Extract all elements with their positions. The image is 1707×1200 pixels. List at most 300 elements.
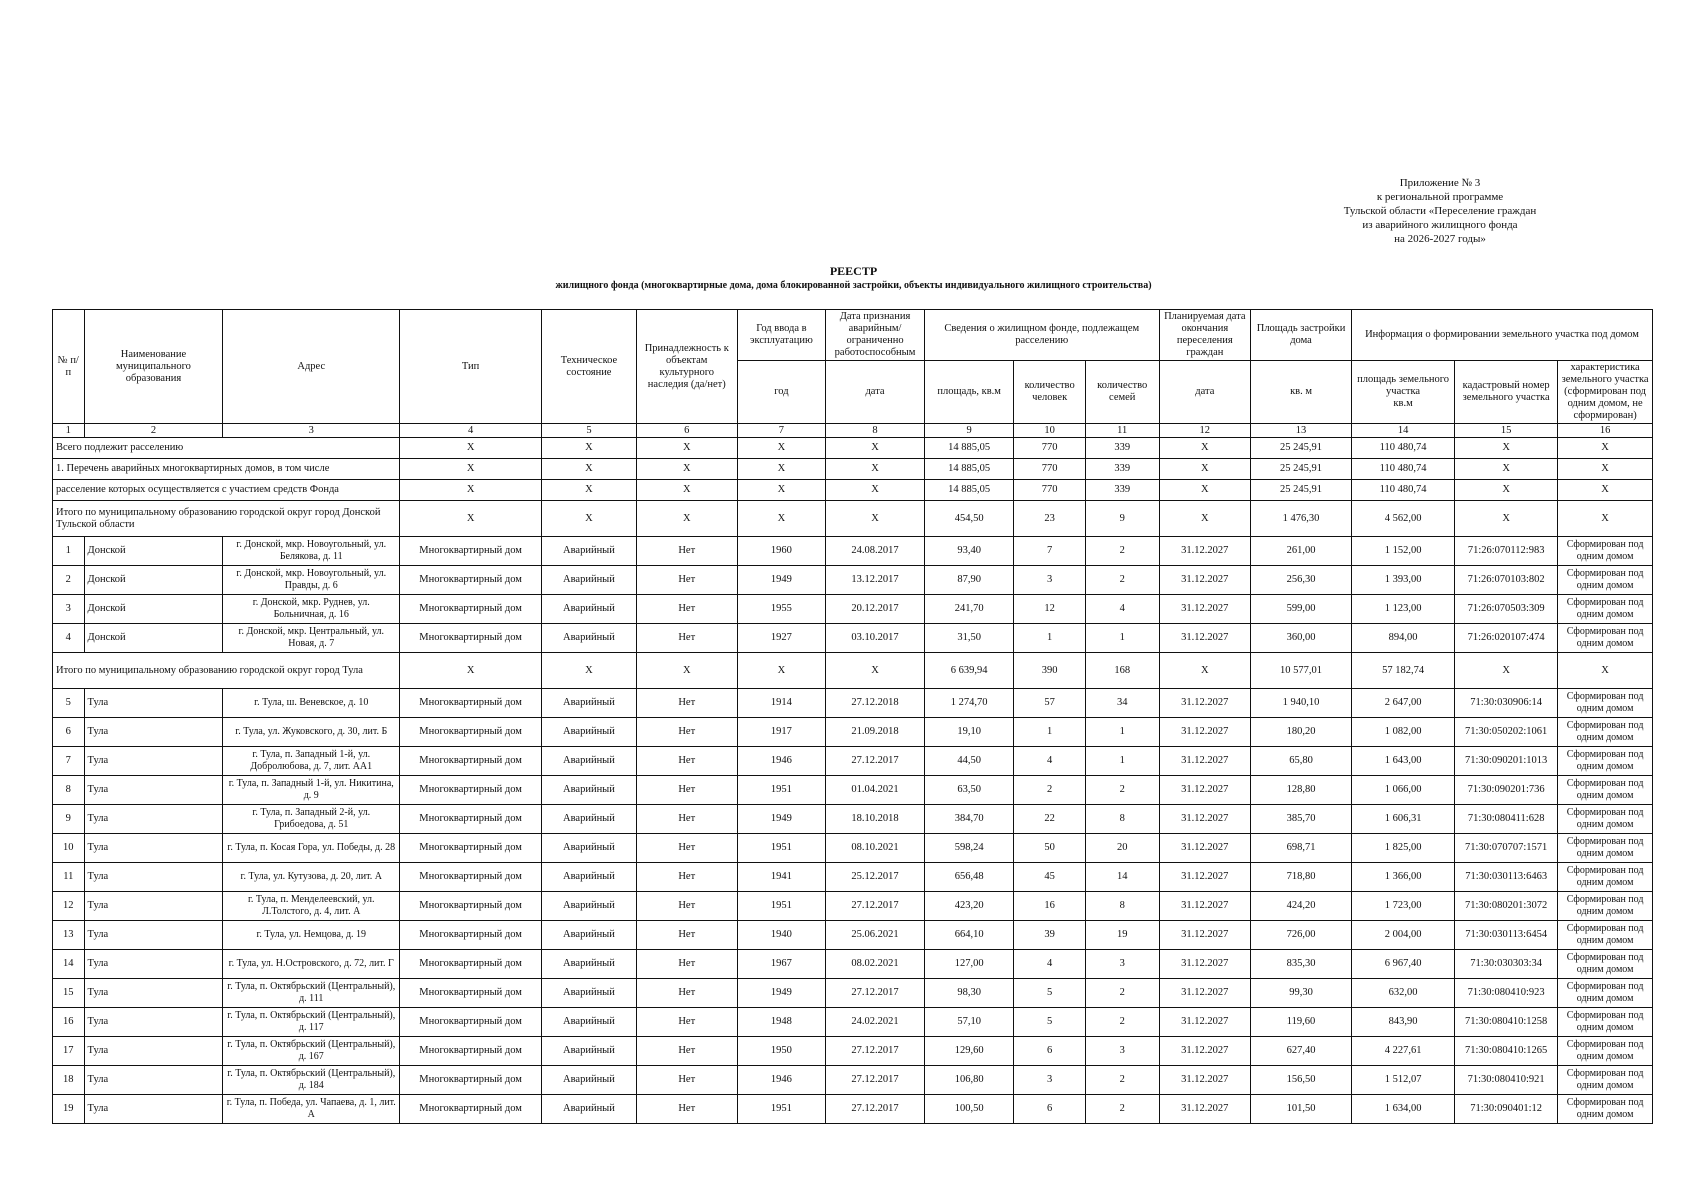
summary-cell: X <box>1159 501 1251 537</box>
header-date-unit: дата <box>826 361 925 424</box>
land-area-cell: 6 967,40 <box>1352 950 1455 979</box>
recognition-date-cell: 27.12.2017 <box>826 747 925 776</box>
condition-cell: Аварийный <box>542 834 637 863</box>
land-area-cell: 1 634,00 <box>1352 1095 1455 1124</box>
column-numbers-row <box>53 424 1653 438</box>
year-cell: 1967 <box>737 950 825 979</box>
recognition-date-cell: 27.12.2017 <box>826 1095 925 1124</box>
type-cell: Многоквартирный дом <box>400 1008 542 1037</box>
address-cell: г. Тула, п. Победа, ул. Чапаева, д. 1, лит. А <box>223 1095 400 1124</box>
land-char-cell: Сформирован под одним домом <box>1558 921 1653 950</box>
recognition-date-cell: 25.06.2021 <box>826 921 925 950</box>
heritage-cell: Нет <box>636 805 737 834</box>
summary-people: 390 <box>1014 653 1086 689</box>
type-cell: Многоквартирный дом <box>400 1066 542 1095</box>
row-number: 17 <box>53 1037 85 1066</box>
type-cell: Многоквартирный дом <box>400 747 542 776</box>
summary-families: 339 <box>1085 438 1159 459</box>
heritage-cell: Нет <box>636 595 737 624</box>
families-cell: 2 <box>1085 1008 1159 1037</box>
row-number: 3 <box>53 595 85 624</box>
summary-cell: X <box>1159 480 1251 501</box>
cadastral-cell: 71:30:090401:12 <box>1455 1095 1558 1124</box>
table-row <box>53 747 1653 776</box>
summary-label: Итого по муниципальному образованию городской округ город Донской Тульской области <box>53 501 400 537</box>
people-cell: 16 <box>1014 892 1086 921</box>
year-cell: 1951 <box>737 834 825 863</box>
table-row <box>53 805 1653 834</box>
municipality-cell: Тула <box>84 921 223 950</box>
cadastral-cell: 71:26:070503:309 <box>1455 595 1558 624</box>
address-cell: г. Тула, ул. Н.Островского, д. 72, лит. Г <box>223 950 400 979</box>
recognition-date-cell: 25.12.2017 <box>826 863 925 892</box>
people-cell: 2 <box>1014 776 1086 805</box>
planned-end-cell: 31.12.2027 <box>1159 776 1251 805</box>
families-cell: 8 <box>1085 805 1159 834</box>
area-cell: 106,80 <box>924 1066 1013 1095</box>
summary-cell: X <box>400 653 542 689</box>
heritage-cell: Нет <box>636 747 737 776</box>
row-number: 9 <box>53 805 85 834</box>
cadastral-cell: 71:30:080410:923 <box>1455 979 1558 1008</box>
summary-cell: X <box>542 653 637 689</box>
summary-people: 23 <box>1014 501 1086 537</box>
people-cell: 50 <box>1014 834 1086 863</box>
land-char-cell: Сформирован под одним домом <box>1558 805 1653 834</box>
building-area-cell: 599,00 <box>1251 595 1352 624</box>
heritage-cell: Нет <box>636 892 737 921</box>
heritage-cell: Нет <box>636 776 737 805</box>
address-cell: г. Донской, мкр. Центральный, ул. Новая, д. 7 <box>223 624 400 653</box>
recognition-date-cell: 03.10.2017 <box>826 624 925 653</box>
land-area-cell: 894,00 <box>1352 624 1455 653</box>
type-cell: Многоквартирный дом <box>400 624 542 653</box>
land-char-cell: Сформирован под одним домом <box>1558 747 1653 776</box>
heritage-cell: Нет <box>636 566 737 595</box>
land-area-cell: 1 723,00 <box>1352 892 1455 921</box>
address-cell: г. Тула, п. Менделеевский, ул. Л.Толстого, д. 4, лит. А <box>223 892 400 921</box>
summary-cell: X <box>737 501 825 537</box>
summary-cell: X <box>826 653 925 689</box>
cadastral-cell: 71:30:070707:1571 <box>1455 834 1558 863</box>
land-char-cell: Сформирован под одним домом <box>1558 1008 1653 1037</box>
header-year-commissioned: Год ввода в эксплуатацию <box>737 310 825 361</box>
type-cell: Многоквартирный дом <box>400 892 542 921</box>
summary-families: 339 <box>1085 480 1159 501</box>
summary-families: 339 <box>1085 459 1159 480</box>
summary-label: Итого по муниципальному образованию городской округ город Тула <box>53 653 400 689</box>
summary-cell: X <box>636 480 737 501</box>
header-municipality: Наименование муниципального образования <box>84 310 223 424</box>
building-area-cell: 128,80 <box>1251 776 1352 805</box>
year-cell: 1951 <box>737 1095 825 1124</box>
land-char-cell: Сформирован под одним домом <box>1558 1095 1653 1124</box>
year-cell: 1917 <box>737 718 825 747</box>
land-char-cell: Сформирован под одним домом <box>1558 624 1653 653</box>
summary-cell: X <box>1455 480 1558 501</box>
planned-end-cell: 31.12.2027 <box>1159 1008 1251 1037</box>
land-area-cell: 1 066,00 <box>1352 776 1455 805</box>
land-char-cell: Сформирован под одним домом <box>1558 834 1653 863</box>
address-cell: г. Тула, ул. Кутузова, д. 20, лит. А <box>223 863 400 892</box>
header-planned-unit: дата <box>1159 361 1251 424</box>
cadastral-cell: 71:30:080201:3072 <box>1455 892 1558 921</box>
land-char-cell: Сформирован под одним домом <box>1558 566 1653 595</box>
area-cell: 423,20 <box>924 892 1013 921</box>
recognition-date-cell: 01.04.2021 <box>826 776 925 805</box>
cadastral-cell: 71:30:080410:921 <box>1455 1066 1558 1095</box>
header-num: № п/п <box>53 310 85 424</box>
summary-area: 14 885,05 <box>924 480 1013 501</box>
subtotal-row <box>53 653 1653 689</box>
heritage-cell: Нет <box>636 979 737 1008</box>
row-number: 6 <box>53 718 85 747</box>
municipality-cell: Донской <box>84 624 223 653</box>
families-cell: 3 <box>1085 1037 1159 1066</box>
people-cell: 57 <box>1014 689 1086 718</box>
heritage-cell: Нет <box>636 624 737 653</box>
summary-cell: X <box>1455 501 1558 537</box>
table-row <box>53 950 1653 979</box>
column-number: 9 <box>924 424 1013 438</box>
header-type: Тип <box>400 310 542 424</box>
area-cell: 19,10 <box>924 718 1013 747</box>
recognition-date-cell: 08.10.2021 <box>826 834 925 863</box>
type-cell: Многоквартирный дом <box>400 566 542 595</box>
summary-building-area: 25 245,91 <box>1251 438 1352 459</box>
row-number: 7 <box>53 747 85 776</box>
cadastral-cell: 71:26:070103:802 <box>1455 566 1558 595</box>
cadastral-cell: 71:30:030303:34 <box>1455 950 1558 979</box>
table-row <box>53 892 1653 921</box>
row-number: 5 <box>53 689 85 718</box>
families-cell: 2 <box>1085 1095 1159 1124</box>
recognition-date-cell: 20.12.2017 <box>826 595 925 624</box>
families-cell: 1 <box>1085 718 1159 747</box>
table-row <box>53 834 1653 863</box>
column-number: 3 <box>223 424 400 438</box>
column-number: 15 <box>1455 424 1558 438</box>
families-cell: 1 <box>1085 624 1159 653</box>
type-cell: Многоквартирный дом <box>400 950 542 979</box>
summary-land-area: 110 480,74 <box>1352 459 1455 480</box>
land-area-cell: 1 643,00 <box>1352 747 1455 776</box>
land-area-cell: 1 366,00 <box>1352 863 1455 892</box>
recognition-date-cell: 27.12.2018 <box>826 689 925 718</box>
appendix-line: Тульской области «Переселение граждан <box>1343 205 1537 217</box>
people-cell: 7 <box>1014 537 1086 566</box>
appendix-line: к региональной программе <box>1376 191 1504 203</box>
families-cell: 20 <box>1085 834 1159 863</box>
families-cell: 2 <box>1085 537 1159 566</box>
summary-cell: X <box>737 438 825 459</box>
year-cell: 1946 <box>737 1066 825 1095</box>
header-people: количество человек <box>1014 361 1086 424</box>
header-land-unit: кв.м <box>1393 398 1413 409</box>
table-row <box>53 863 1653 892</box>
municipality-cell: Донской <box>84 537 223 566</box>
summary-families: 168 <box>1085 653 1159 689</box>
condition-cell: Аварийный <box>542 624 637 653</box>
appendix-line: на 2026-2027 годы» <box>1394 233 1486 245</box>
address-cell: г. Донской, мкр. Новоугольный, ул. Белякова, д. 11 <box>223 537 400 566</box>
summary-cell: X <box>636 653 737 689</box>
summary-land-area: 57 182,74 <box>1352 653 1455 689</box>
land-char-cell: Сформирован под одним домом <box>1558 950 1653 979</box>
appendix-note <box>1290 176 1590 246</box>
planned-end-cell: 31.12.2027 <box>1159 566 1251 595</box>
summary-area: 14 885,05 <box>924 459 1013 480</box>
condition-cell: Аварийный <box>542 1095 637 1124</box>
condition-cell: Аварийный <box>542 595 637 624</box>
municipality-cell: Тула <box>84 718 223 747</box>
address-cell: г. Тула, п. Западный 1-й, ул. Добролюбова, д. 7, лит. АА1 <box>223 747 400 776</box>
summary-cell: X <box>826 501 925 537</box>
column-number: 6 <box>636 424 737 438</box>
area-cell: 31,50 <box>924 624 1013 653</box>
people-cell: 6 <box>1014 1095 1086 1124</box>
header-area-sqm: площадь, кв.м <box>924 361 1013 424</box>
summary-people: 770 <box>1014 438 1086 459</box>
summary-cell: X <box>1558 653 1653 689</box>
heritage-cell: Нет <box>636 834 737 863</box>
people-cell: 22 <box>1014 805 1086 834</box>
building-area-cell: 726,00 <box>1251 921 1352 950</box>
planned-end-cell: 31.12.2027 <box>1159 892 1251 921</box>
row-number: 8 <box>53 776 85 805</box>
building-area-cell: 99,30 <box>1251 979 1352 1008</box>
families-cell: 2 <box>1085 979 1159 1008</box>
families-cell: 3 <box>1085 950 1159 979</box>
summary-row <box>53 480 1653 501</box>
type-cell: Многоквартирный дом <box>400 537 542 566</box>
summary-cell: X <box>1455 438 1558 459</box>
planned-end-cell: 31.12.2027 <box>1159 624 1251 653</box>
table-row <box>53 1066 1653 1095</box>
land-char-cell: Сформирован под одним домом <box>1558 689 1653 718</box>
summary-land-area: 110 480,74 <box>1352 438 1455 459</box>
table-row <box>53 537 1653 566</box>
people-cell: 6 <box>1014 1037 1086 1066</box>
recognition-date-cell: 27.12.2017 <box>826 892 925 921</box>
building-area-cell: 698,71 <box>1251 834 1352 863</box>
address-cell: г. Тула, ул. Жуковского, д. 30, лит. Б <box>223 718 400 747</box>
planned-end-cell: 31.12.2027 <box>1159 979 1251 1008</box>
summary-families: 9 <box>1085 501 1159 537</box>
recognition-date-cell: 24.02.2021 <box>826 1008 925 1037</box>
cadastral-cell: 71:30:030113:6454 <box>1455 921 1558 950</box>
land-char-cell: Сформирован под одним домом <box>1558 718 1653 747</box>
column-number: 8 <box>826 424 925 438</box>
address-cell: г. Тула, п. Октябрьский (Центральный), д. 111 <box>223 979 400 1008</box>
condition-cell: Аварийный <box>542 1037 637 1066</box>
cadastral-cell: 71:30:090201:1013 <box>1455 747 1558 776</box>
type-cell: Многоквартирный дом <box>400 979 542 1008</box>
column-number: 14 <box>1352 424 1455 438</box>
cadastral-cell: 71:30:030906:14 <box>1455 689 1558 718</box>
cadastral-cell: 71:30:050202:1061 <box>1455 718 1558 747</box>
type-cell: Многоквартирный дом <box>400 1037 542 1066</box>
header-land-area-label: площадь земельного участка <box>1357 374 1450 397</box>
summary-area: 14 885,05 <box>924 438 1013 459</box>
area-cell: 241,70 <box>924 595 1013 624</box>
summary-label: 1. Перечень аварийных многоквартирных домов, в том числе <box>53 459 400 480</box>
area-cell: 87,90 <box>924 566 1013 595</box>
cadastral-cell: 71:26:070112:983 <box>1455 537 1558 566</box>
summary-cell: X <box>1558 459 1653 480</box>
table-row <box>53 624 1653 653</box>
summary-cell: X <box>542 501 637 537</box>
table-row <box>53 1008 1653 1037</box>
planned-end-cell: 31.12.2027 <box>1159 595 1251 624</box>
row-number: 13 <box>53 921 85 950</box>
land-char-cell: Сформирован под одним домом <box>1558 892 1653 921</box>
building-area-cell: 101,50 <box>1251 1095 1352 1124</box>
summary-building-area: 1 476,30 <box>1251 501 1352 537</box>
summary-cell: X <box>542 480 637 501</box>
people-cell: 12 <box>1014 595 1086 624</box>
appendix-line: из аварийного жилищного фонда <box>1362 219 1518 231</box>
year-cell: 1960 <box>737 537 825 566</box>
land-char-cell: Сформирован под одним домом <box>1558 776 1653 805</box>
address-cell: г. Донской, мкр. Новоугольный, ул. Правды, д. 6 <box>223 566 400 595</box>
year-cell: 1927 <box>737 624 825 653</box>
people-cell: 45 <box>1014 863 1086 892</box>
summary-cell: X <box>636 438 737 459</box>
building-area-cell: 385,70 <box>1251 805 1352 834</box>
address-cell: г. Тула, п. Октябрьский (Центральный), д. 117 <box>223 1008 400 1037</box>
people-cell: 4 <box>1014 950 1086 979</box>
planned-end-cell: 31.12.2027 <box>1159 1066 1251 1095</box>
year-cell: 1949 <box>737 566 825 595</box>
building-area-cell: 627,40 <box>1251 1037 1352 1066</box>
cadastral-cell: 71:30:090201:736 <box>1455 776 1558 805</box>
building-area-cell: 119,60 <box>1251 1008 1352 1037</box>
row-number: 4 <box>53 624 85 653</box>
summary-people: 770 <box>1014 459 1086 480</box>
building-area-cell: 261,00 <box>1251 537 1352 566</box>
column-number: 10 <box>1014 424 1086 438</box>
families-cell: 34 <box>1085 689 1159 718</box>
cadastral-cell: 71:26:020107:474 <box>1455 624 1558 653</box>
recognition-date-cell: 18.10.2018 <box>826 805 925 834</box>
address-cell: г. Тула, п. Западный 2-й, ул. Грибоедова, д. 51 <box>223 805 400 834</box>
land-char-cell: Сформирован под одним домом <box>1558 537 1653 566</box>
header-cadastral: кадастровый номер земельного участка <box>1455 361 1558 424</box>
people-cell: 5 <box>1014 979 1086 1008</box>
address-cell: г. Тула, п. Октябрьский (Центральный), д. 184 <box>223 1066 400 1095</box>
table-body <box>53 438 1653 1124</box>
header-planned-end: Планируемая дата окончания переселения граждан <box>1159 310 1251 361</box>
cadastral-cell: 71:30:080410:1265 <box>1455 1037 1558 1066</box>
column-number: 12 <box>1159 424 1251 438</box>
heritage-cell: Нет <box>636 1066 737 1095</box>
summary-cell: X <box>1159 653 1251 689</box>
table-row <box>53 921 1653 950</box>
type-cell: Многоквартирный дом <box>400 863 542 892</box>
column-number: 4 <box>400 424 542 438</box>
header-building-area: Площадь застройки дома <box>1251 310 1352 361</box>
heritage-cell: Нет <box>636 1008 737 1037</box>
header-land-info: Информация о формировании земельного участка под домом <box>1352 310 1653 361</box>
condition-cell: Аварийный <box>542 921 637 950</box>
summary-land-area: 4 562,00 <box>1352 501 1455 537</box>
year-cell: 1949 <box>737 805 825 834</box>
families-cell: 2 <box>1085 776 1159 805</box>
type-cell: Многоквартирный дом <box>400 689 542 718</box>
families-cell: 1 <box>1085 747 1159 776</box>
land-area-cell: 1 825,00 <box>1352 834 1455 863</box>
land-char-cell: Сформирован под одним домом <box>1558 863 1653 892</box>
area-cell: 598,24 <box>924 834 1013 863</box>
families-cell: 2 <box>1085 1066 1159 1095</box>
condition-cell: Аварийный <box>542 776 637 805</box>
families-cell: 8 <box>1085 892 1159 921</box>
building-area-cell: 256,30 <box>1251 566 1352 595</box>
area-cell: 57,10 <box>924 1008 1013 1037</box>
people-cell: 3 <box>1014 1066 1086 1095</box>
subtotal-row <box>53 501 1653 537</box>
families-cell: 14 <box>1085 863 1159 892</box>
planned-end-cell: 31.12.2027 <box>1159 1037 1251 1066</box>
planned-end-cell: 31.12.2027 <box>1159 834 1251 863</box>
condition-cell: Аварийный <box>542 566 637 595</box>
summary-building-area: 10 577,01 <box>1251 653 1352 689</box>
summary-row <box>53 438 1653 459</box>
registry-table <box>52 309 1653 1124</box>
summary-cell: X <box>636 459 737 480</box>
summary-cell: X <box>826 459 925 480</box>
area-cell: 127,00 <box>924 950 1013 979</box>
municipality-cell: Тула <box>84 747 223 776</box>
land-area-cell: 843,90 <box>1352 1008 1455 1037</box>
planned-end-cell: 31.12.2027 <box>1159 537 1251 566</box>
land-area-cell: 1 606,31 <box>1352 805 1455 834</box>
area-cell: 664,10 <box>924 921 1013 950</box>
building-area-cell: 65,80 <box>1251 747 1352 776</box>
summary-cell: X <box>1159 459 1251 480</box>
table-row <box>53 689 1653 718</box>
summary-cell: X <box>737 653 825 689</box>
condition-cell: Аварийный <box>542 537 637 566</box>
table-row <box>53 1037 1653 1066</box>
table-row <box>53 718 1653 747</box>
recognition-date-cell: 08.02.2021 <box>826 950 925 979</box>
row-number: 2 <box>53 566 85 595</box>
summary-cell: X <box>1558 501 1653 537</box>
type-cell: Многоквартирный дом <box>400 595 542 624</box>
families-cell: 2 <box>1085 566 1159 595</box>
area-cell: 656,48 <box>924 863 1013 892</box>
row-number: 18 <box>53 1066 85 1095</box>
address-cell: г. Тула, ул. Немцова, д. 19 <box>223 921 400 950</box>
row-number: 10 <box>53 834 85 863</box>
planned-end-cell: 31.12.2027 <box>1159 718 1251 747</box>
heritage-cell: Нет <box>636 689 737 718</box>
planned-end-cell: 31.12.2027 <box>1159 863 1251 892</box>
cadastral-cell: 71:30:030113:6463 <box>1455 863 1558 892</box>
column-number: 2 <box>84 424 223 438</box>
recognition-date-cell: 27.12.2017 <box>826 979 925 1008</box>
land-area-cell: 1 512,07 <box>1352 1066 1455 1095</box>
summary-cell: X <box>1558 480 1653 501</box>
land-char-cell: Сформирован под одним домом <box>1558 1066 1653 1095</box>
header-land-char: характеристика земельного участка (сформирован под одним домом, не сформирован) <box>1558 361 1653 424</box>
condition-cell: Аварийный <box>542 1066 637 1095</box>
people-cell: 39 <box>1014 921 1086 950</box>
planned-end-cell: 31.12.2027 <box>1159 689 1251 718</box>
heritage-cell: Нет <box>636 950 737 979</box>
